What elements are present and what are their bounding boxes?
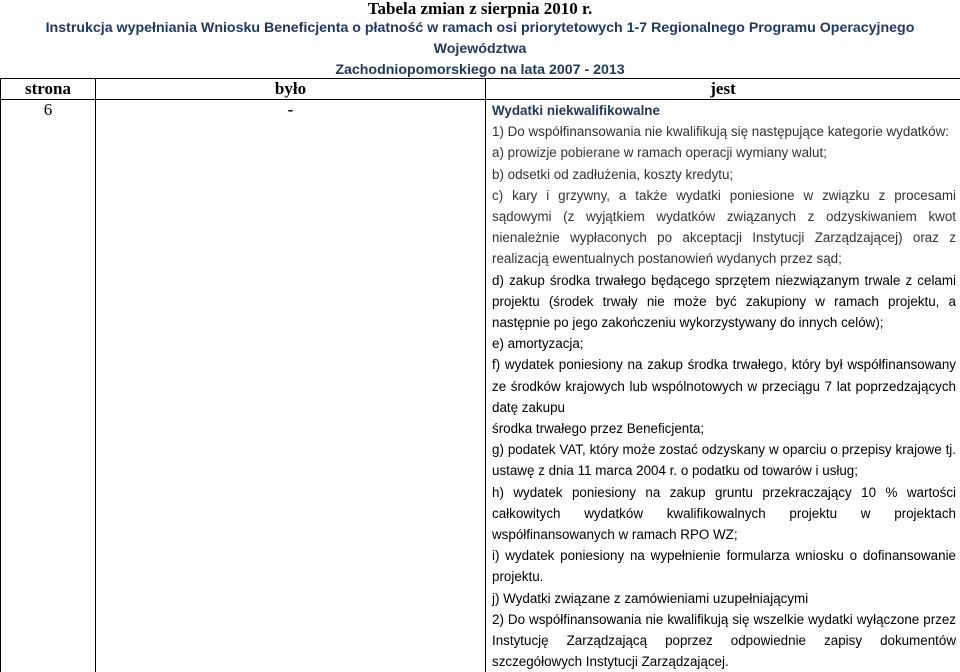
is-paragraph: 2) Do współfinansowania nie kwalifikują się wszelkie wydatki wyłączone przez Instytucję Zarządzającą poprzez odpowiednie zapisy dokumentów szczegółowych Instytucji Zarządzającej. xyxy=(492,609,956,672)
table-header-row xyxy=(1,79,960,100)
document-header xyxy=(0,0,960,81)
is-paragraph: h) wydatek poniesiony na zakup gruntu przekraczający 10 % wartości całkowitych wydatków kwalifikowalnych projektu w projektach współfinansowanych w ramach RPO WZ; xyxy=(492,482,956,546)
table-row xyxy=(1,100,960,672)
is-heading: Wydatki niekwalifikowalne xyxy=(492,100,956,121)
column-header-was: było xyxy=(96,79,486,100)
column-header-is: jest xyxy=(486,79,960,100)
cell-is xyxy=(486,100,960,672)
is-paragraph: f) wydatek poniesiony na zakup środka trwałego, który był współfinansowany ze środków krajowych lub wspólnotowych w przeciągu 7 lat poprzedzających datę zakupu xyxy=(492,354,956,418)
cell-page: 6 xyxy=(1,100,96,672)
is-paragraph: b) odsetki od zadłużenia, koszty kredytu; xyxy=(492,164,956,185)
document-title: Tabela zmian z sierpnia 2010 r. xyxy=(0,0,960,18)
is-paragraph: d) zakup środka trwałego będącego sprzętem niezwiązanym trwale z celami projektu (środek trwały nie może być zakupiony w ramach projektu, a następnie po jego zakończeniu wykorzystywany do innych celów); xyxy=(492,270,956,334)
is-paragraph: j) Wydatki związane z zamówieniami uzupełniającymi xyxy=(492,588,956,609)
is-paragraph: środka trwałego przez Beneficjenta; xyxy=(492,418,956,439)
is-paragraph: 1) Do współfinansowania nie kwalifikują się następujące kategorie wydatków: xyxy=(492,121,956,142)
is-paragraph: a) prowizje pobierane w ramach operacji wymiany walut; xyxy=(492,142,956,163)
document-subtitle-line-2: Zachodniopomorskiego na lata 2007 - 2013 xyxy=(0,60,960,81)
document-subtitle-line-1: Instrukcja wypełniania Wniosku Beneficjenta o płatność w ramach osi priorytetowych 1-7 Regionalnego Programu Operacyjnego Województwa xyxy=(0,18,960,60)
is-paragraph: g) podatek VAT, który może zostać odzyskany w oparciu o przepisy krajowe tj. ustawę z dnia 11 marca 2004 r. o podatku od towarów i usług; xyxy=(492,439,956,481)
is-paragraph: i) wydatek poniesiony na wypełnienie formularza wniosku o dofinansowanie projektu. xyxy=(492,545,956,587)
cell-was: - xyxy=(96,100,486,672)
changes-table xyxy=(0,78,960,672)
is-paragraph: e) amortyzacja; xyxy=(492,333,956,354)
column-header-page: strona xyxy=(1,79,96,100)
is-paragraph: c) kary i grzywny, a także wydatki poniesione w związku z procesami sądowymi (z wyjątkiem wydatków związanych z odzyskiwaniem kwot nienależnie wypłaconych po akceptacji Instytucji Zarządzającej) oraz z realizacją ewentualnych postanowień wydanych przez sąd; xyxy=(492,185,956,270)
